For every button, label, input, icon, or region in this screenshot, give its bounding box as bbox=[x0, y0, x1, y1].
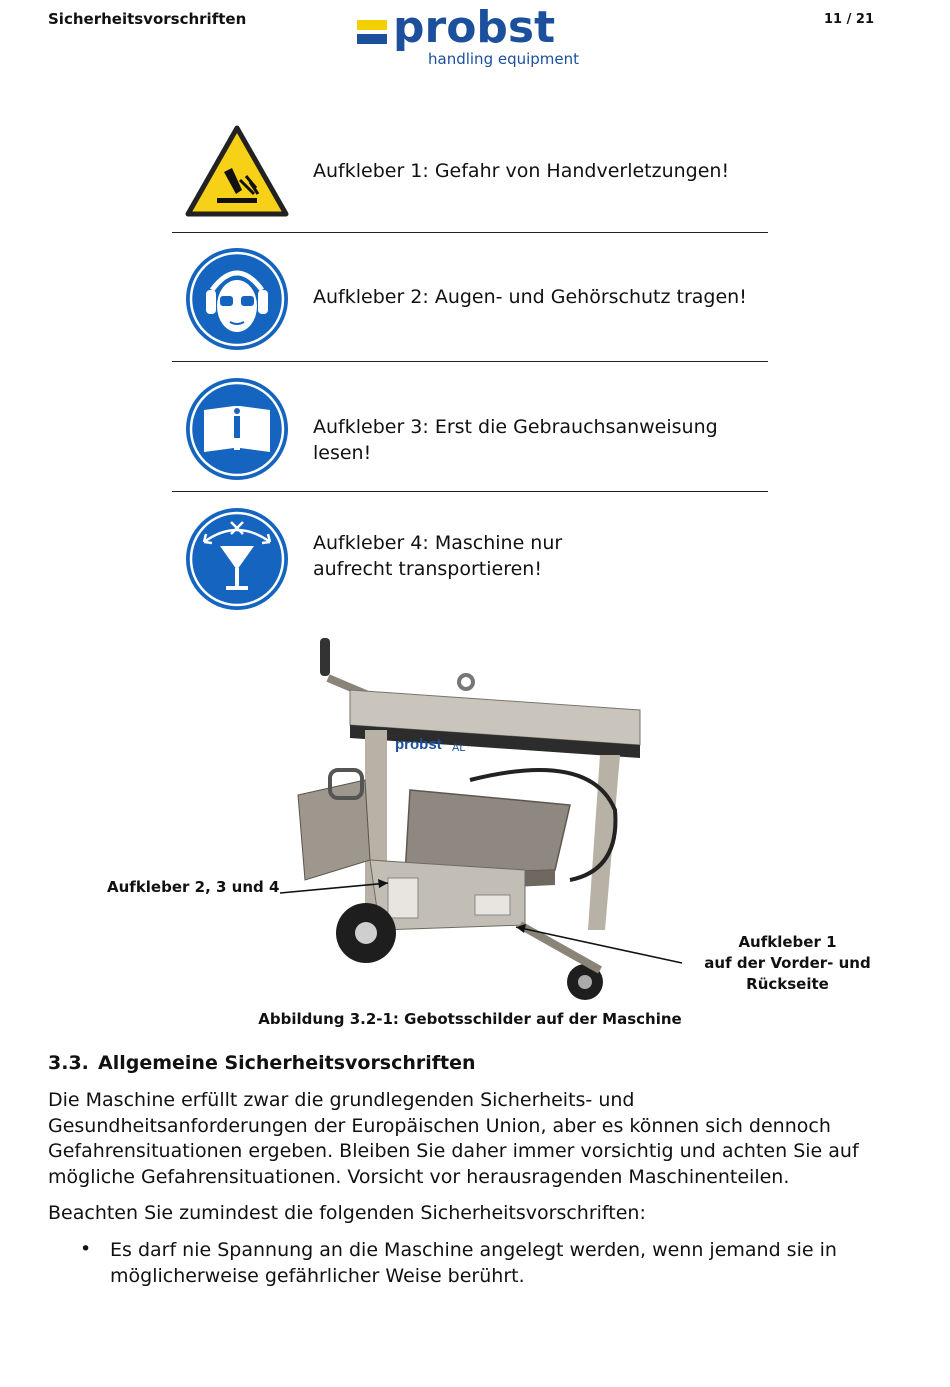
sign-text-1: Aufkleber 1: Gefahr von Handverletzungen! bbox=[313, 160, 730, 182]
read-manual-icon bbox=[184, 376, 290, 486]
separator bbox=[172, 361, 768, 362]
logo-bars-icon bbox=[357, 20, 387, 44]
machine-brand-label: probst bbox=[395, 736, 442, 753]
sign-row-4 bbox=[172, 500, 768, 620]
eye-ear-protection-icon bbox=[184, 246, 290, 356]
sign-text-4: Aufkleber 4: Maschine nur aufrecht transportieren! bbox=[313, 532, 563, 580]
bullet-item: Es darf nie Spannung an die Maschine angelegt werden, wenn jemand sie in möglicherweise gefährlicher Weise berührt. bbox=[110, 1239, 837, 1287]
sign-row-2 bbox=[172, 240, 768, 360]
callout-right-line-2: auf der Vorder- und bbox=[704, 954, 871, 972]
bullet-icon: • bbox=[80, 1238, 92, 1260]
header-title: Sicherheitsvorschriften bbox=[48, 10, 247, 28]
machine-model-label: AL bbox=[452, 742, 466, 754]
probst-logo bbox=[355, 2, 580, 70]
transport-upright-icon bbox=[184, 506, 290, 616]
sign-row-3 bbox=[172, 370, 768, 490]
hand-injury-warning-icon bbox=[184, 124, 290, 222]
figure-caption: Abbildung 3.2-1: Gebotsschilder auf der Maschine bbox=[258, 1010, 682, 1028]
section-paragraph: Die Maschine erfüllt zwar die grundlegenden Sicherheits- und Gesundheitsanforderungen der Europäischen Union, aber es können sich dennoch Gefahrensituationen ergeben. Bleiben Sie daher immer vorsichtig und achten Sie auf mögliche Gefahrensituationen. Vorsicht vor herausragenden Maschinenteilen. bbox=[48, 1089, 859, 1188]
sign-text-3: Aufkleber 3: Erst die Gebrauchsanweisung lesen! bbox=[313, 416, 718, 464]
callout-right-line-3: Rückseite bbox=[746, 975, 829, 993]
section-intro: Beachten Sie zumindest die folgenden Sicherheitsvorschriften: bbox=[48, 1202, 646, 1224]
logo-subtitle: handling equipment bbox=[428, 50, 580, 68]
section-heading bbox=[48, 1052, 476, 1074]
sign-row-1 bbox=[172, 120, 768, 230]
callout-left: Aufkleber 2, 3 und 4 bbox=[107, 878, 280, 896]
section-number: 3.3. bbox=[48, 1052, 89, 1074]
callout-right bbox=[700, 932, 875, 995]
sign-text-2: Aufkleber 2: Augen- und Gehörschutz tragen! bbox=[313, 286, 747, 308]
separator bbox=[172, 232, 768, 233]
logo-word: probst bbox=[393, 2, 556, 53]
separator bbox=[172, 491, 768, 492]
page-number: 11 / 21 bbox=[824, 12, 874, 27]
callout-right-line-1: Aufkleber 1 bbox=[738, 933, 837, 951]
section-title: Allgemeine Sicherheitsvorschriften bbox=[98, 1052, 476, 1074]
callout-arrows bbox=[270, 875, 690, 970]
